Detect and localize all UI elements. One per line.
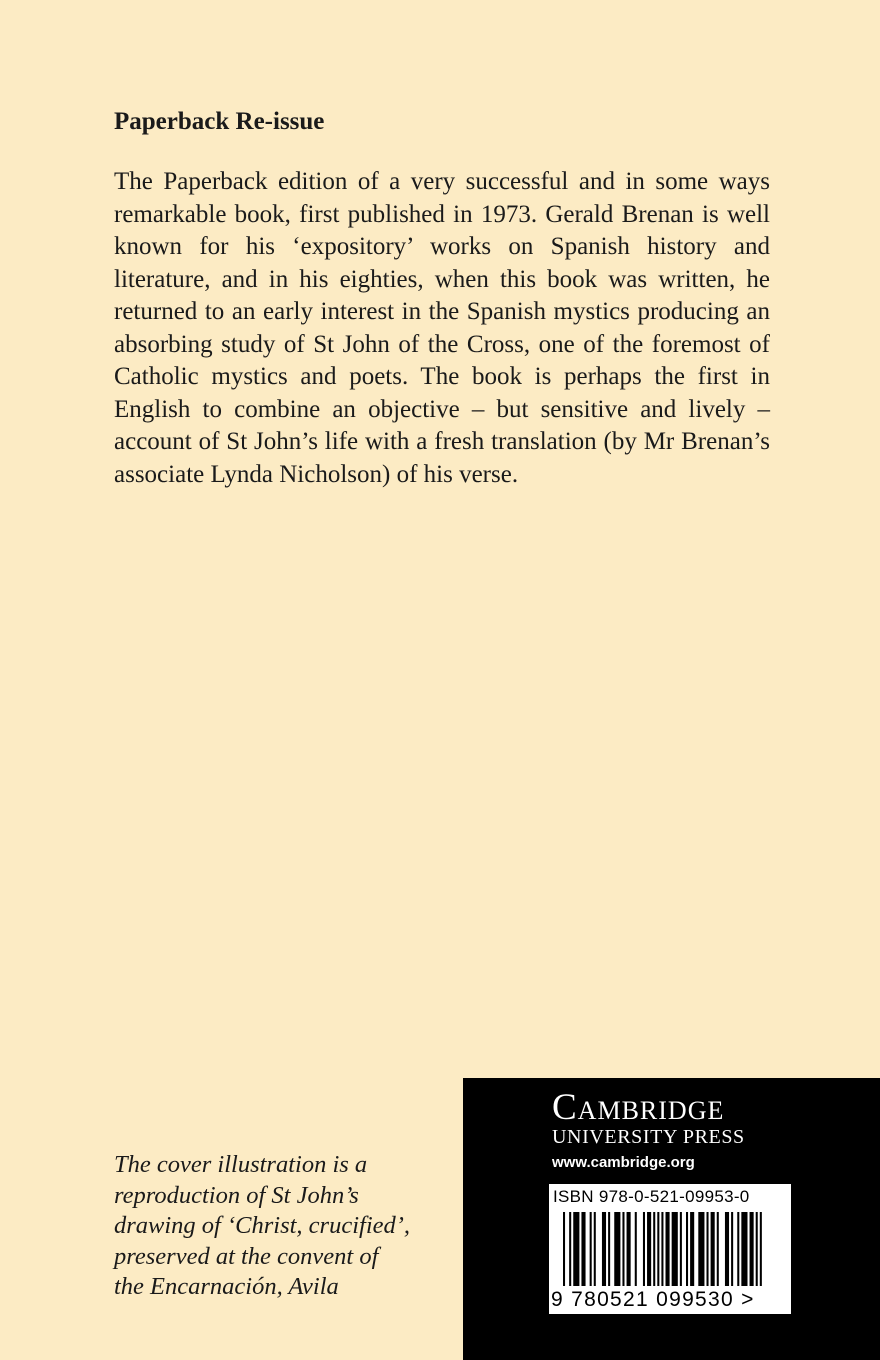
barcode-bar [711,1212,715,1286]
barcode-bar [622,1212,624,1286]
barcode-bar [657,1212,659,1286]
barcode-bar [647,1212,651,1286]
barcode-digits: 9 780521 099530 > [551,1288,755,1311]
barcode-bar [653,1212,655,1286]
caption-line: The cover illustration is a [114,1151,368,1178]
section-heading: Paperback Re-issue [114,108,325,135]
caption-line: the Encarnación, Avila [114,1273,339,1300]
barcode-bar [581,1212,585,1286]
barcode-bar [725,1212,729,1286]
barcode-bar [563,1212,565,1286]
barcode-bar [756,1212,758,1286]
barcode-bar [608,1212,610,1286]
barcode-bar [741,1212,747,1286]
barcode-bar [569,1212,571,1286]
barcode-bar [698,1212,704,1286]
caption-line: drawing of ‘Christ, crucified’, [114,1212,411,1239]
publisher-url: www.cambridge.org [552,1154,695,1171]
barcode-bar [690,1212,694,1286]
barcode-bar [627,1212,631,1286]
cover-illustration-caption [114,1150,414,1303]
caption-line: reproduction of St John’s [114,1181,359,1209]
barcode-bar [594,1212,596,1286]
barcode-bar [573,1212,579,1286]
barcode-bar [707,1212,709,1286]
barcode-bar [750,1212,754,1286]
barcode-bar [661,1212,663,1286]
barcode [549,1184,791,1314]
barcode-bar [602,1212,606,1286]
publisher-subtitle: UNIVERSITY PRESS [552,1126,745,1148]
barcode-bar [760,1212,762,1286]
caption-line: preserved at the convent of [114,1242,379,1270]
barcode-bar [635,1212,637,1286]
barcode-bar [643,1212,645,1286]
barcode-bar [672,1212,678,1286]
barcode-bar [680,1212,682,1286]
publisher-panel [463,1078,880,1360]
barcode-bar [731,1212,733,1286]
isbn-label: ISBN 978-0-521-09953-0 [553,1187,750,1206]
barcode-bar [737,1212,739,1286]
barcode-bar [590,1212,592,1286]
blurb-text: The Paperback edition of a very successful and in some ways remarkable book, first published in 1973. Gerald Brenan is well known for his ‘expository’ works on Spanish history and literature, and in his eighties, when this book was written, he returned to an early interest in the Spanish mystics producing an absorbing study of St John of the Cross, one of the foremost of Catholic mystics and poets. The book is perhaps the first in English to combine an objective – but sensitive and lively – account of St John’s life with a fresh translation (by Mr Brenan’s associate Lynda Nicholson) of his verse. [114,168,770,488]
barcode-bar [717,1212,719,1286]
publisher-name: Cambridge [552,1087,725,1128]
barcode-bar [666,1212,670,1286]
barcode-bar [686,1212,688,1286]
barcode-bar [614,1212,620,1286]
